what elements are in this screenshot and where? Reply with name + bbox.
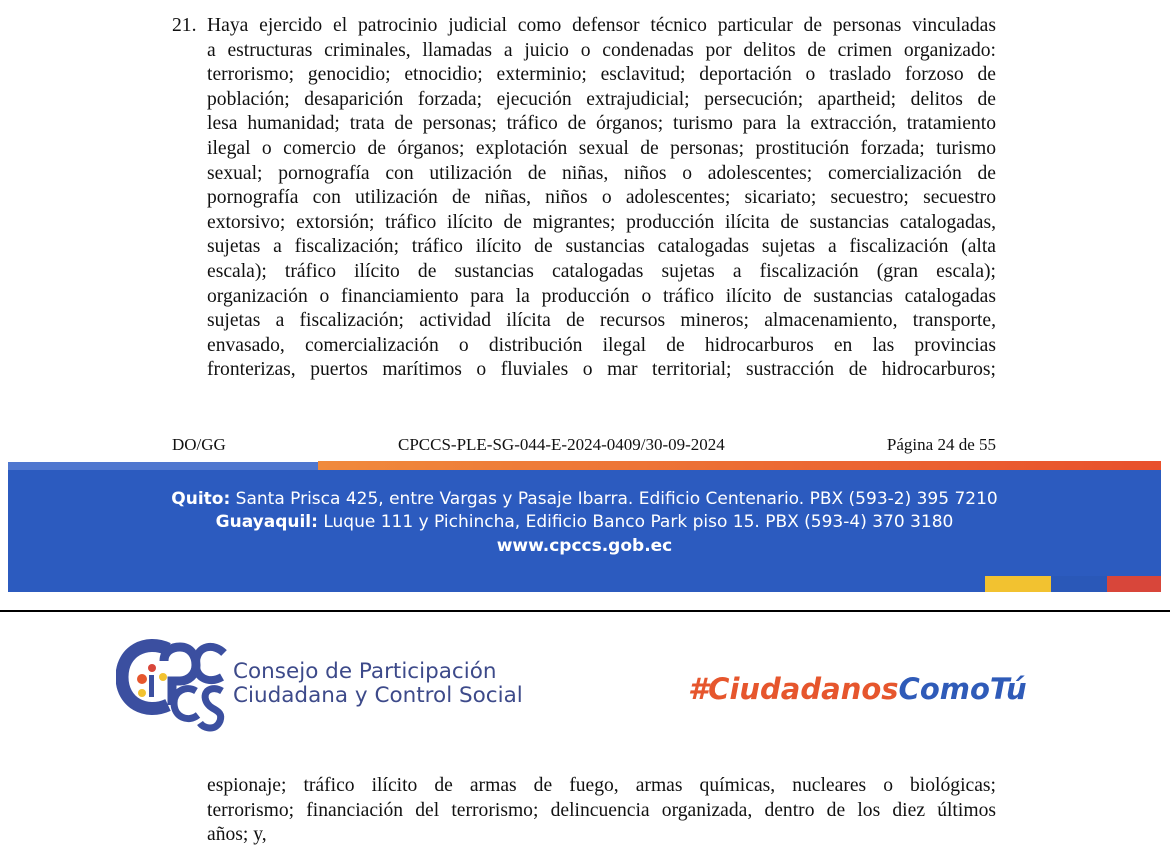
text-line: sexual; pornografía con utilización de niñas, niños o adolescentes; comercialización de [207,162,996,184]
organization-name-line2: Ciudadana y Control Social [233,683,523,708]
page-footer [172,435,996,459]
flag-strip-yellow [985,576,1051,592]
document-page-bottom [0,612,1170,848]
footer-initials: DO/GG [172,435,226,454]
text-line: fronterizas, puertos marítimos o fluviales o mar territorial; sustracción de hidrocarburos; [207,359,996,381]
text-line: extorsivo; extorsión; tráfico ilícito de migrantes; producción ilícita de sustancias catalogadas, [207,211,996,233]
address-quito-label: Quito: [171,489,231,509]
text-line: a estructuras criminales, llamadas a juicio o condenadas por delitos de crimen organizado: [207,39,996,61]
text-line: envasado, comercialización o distribución ilegal de hidrocarburos en las provincias [207,334,996,356]
text-line: población; desaparición forzada; ejecución extrajudicial; persecución; apartheid; delitos de [207,88,996,110]
footer-page-number: Página 24 de 55 [886,435,996,454]
cpccs-logo-icon [116,635,228,733]
address-guayaquil-text: Luque 111 y Pichincha, Edificio Banco Park piso 15. PBX (593-4) 370 3180 [317,512,954,532]
address-guayaquil-label: Guayaquil: [215,512,318,532]
contact-banner [8,470,1161,592]
website-link[interactable]: www.cpccs.gob.ec [496,536,673,556]
text-line: años; y, [207,824,267,846]
text-line: lesa humanidad; trata de personas; tráfico de órganos; turismo para la extracción, tratamiento [207,113,996,135]
text-line: organización o financiamiento para la producción o tráfico ilícito de sustancias catalogadas [207,285,996,307]
text-line: sujetas a fiscalización; tráfico ilícito de sustancias catalogadas sujetas a fiscalización (alta [207,236,996,258]
text-line: pornografía con utilización de niñas, niños o adolescentes; sicariato; secuestro; secuestro [207,187,996,209]
paragraph-item-21 [207,14,996,383]
text-line: espionaje; tráfico ilícito de armas de fuego, armas químicas, nucleares o biológicas; [207,775,996,796]
text-line: sujetas a fiscalización; actividad ilícita de recursos mineros; almacenamiento, transporte, [207,310,996,332]
text-line: escala); tráfico ilícito de sustancias catalogadas sujetas a fiscalización (gran escala); [207,260,996,282]
text-line: terrorismo; genocidio; etnocidio; exterminio; esclavitud; deportación o traslado forzoso de [207,64,996,86]
address-guayaquil [8,512,1161,532]
address-quito-text: Santa Prisca 425, entre Vargas y Pasaje Ibarra. Edificio Centenario. PBX (593-2) 395 7210 [230,489,998,509]
organization-name [233,660,523,708]
text-line: ilegal o comercio de órganos; explotación sexual de personas; prostitución forzada; turismo [207,137,996,159]
campaign-hashtag [688,672,1027,706]
footer-accent-orange [318,461,1161,470]
text-line: terrorismo; financiación del terrorismo; delincuencia organizada, dentro de los diez últimos [207,799,996,821]
organization-name-line1: Consejo de Participación [233,659,497,684]
flag-strip-red [1107,576,1161,592]
hashtag-part2: ComoTú [898,672,1027,706]
address-quito [8,489,1161,509]
list-item-number: 21. [172,15,197,36]
footer-accent-blue [8,462,320,470]
text-line: Haya ejercido el patrocinio judicial como defensor técnico particular de personas vinculadas [207,15,996,36]
hashtag-part1: #Ciudadanos [688,672,899,706]
paragraph-continuation [207,774,996,848]
flag-strip-blue [1051,576,1107,592]
footer-document-code: CPCCS-PLE-SG-044-E-2024-0409/30-09-2024 [398,435,725,454]
